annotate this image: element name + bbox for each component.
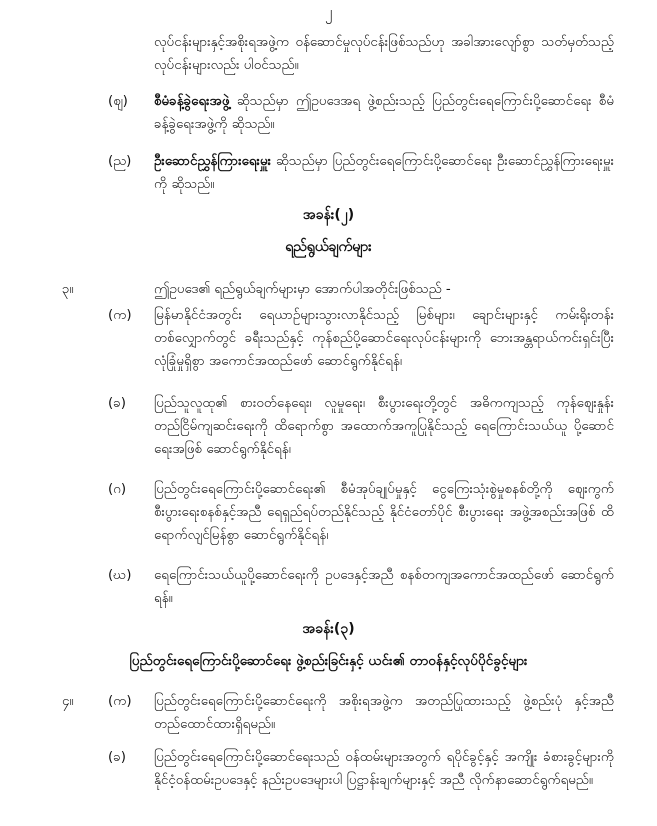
- definition-continuation: [154, 31, 614, 77]
- chapter-title: အခန်း(၃): [302, 621, 355, 637]
- item-text: ရေကြောင်းသယ်ယူပို့ဆောင်ရေးကို ဥပဒေနှင့်အညီ စနစ်တကျအကောင်အထည်ဖော် ဆောင်ရွက်ရန်။: [154, 568, 614, 606]
- item-marker: (ည): [108, 154, 132, 169]
- item-text: မြန်မာနိုင်ငံအတွင်း ရေယာဉ်များသွားလာနိုင်သည့် မြစ်များ၊ ချောင်းများနှင့် ကမ်းရိုးတန်းတစ်လျှောက်တွင် ခရီးသည်နှင့် ကုန်စည်ပို့ဆောင်ရေးလုပ်ငန်းများကို ဘေးအန္တရာယ်ကင်းရှင်းပြီး လုံခြုံမှုရှိစွာ အကောင်အထည်ဖော် ဆောင်ရွက်နိုင်ရန်၊: [154, 308, 614, 369]
- definition-body: ဆိုသည်မှာ ဤဥပဒေအရ ဖွဲ့စည်းသည့် ပြည်တွင်းရေကြောင်းပို့ဆောင်ရေး စီမံခန့်ခွဲရေးအဖွဲ့ကို ဆိုသည်။: [154, 94, 614, 132]
- chapter-subtitle: ရည်ရွယ်ချက်များ: [285, 239, 372, 255]
- item-marker: (က): [108, 694, 132, 709]
- section-item: [108, 564, 614, 610]
- section-intro: [62, 278, 614, 301]
- item-marker: (ခ): [108, 396, 126, 411]
- section-item: [108, 478, 614, 547]
- definition-body: ဆိုသည်မှာ ပြည်တွင်းရေကြောင်းပို့ဆောင်ရေး ဦးဆောင်ညွှန်ကြားရေးမှူးကို ဆိုသည်။: [154, 154, 614, 192]
- item-marker: (ဂ): [108, 482, 127, 497]
- section-intro-text: ဤဥပဒေ၏ ရည်ရွယ်ချက်များမှာ အောက်ပါအတိုင်းဖြစ်သည် -: [154, 282, 451, 297]
- definition-text: [154, 150, 614, 196]
- definition-continuation-text: လုပ်ငန်းများနှင့်အစိုးရအဖွဲ့က ဝန်ဆောင်မှုလုပ်ငန်းဖြစ်သည်ဟု အခါအားလျော်စွာ သတ်မှတ်သည့် လုပ်ငန်းများလည်း ပါဝင်သည်။: [154, 35, 614, 73]
- section-item: [62, 690, 614, 736]
- defined-term: ဦးဆောင်ညွှန်ကြားရေးမှူး: [154, 154, 271, 169]
- item-text: ပြည်တွင်းရေကြောင်းပို့ဆောင်ရေး၏ စီမံအုပ်ချုပ်မှုနှင့် ငွေကြေးသုံးစွဲမှုစနစ်တို့ကို ဈေးကွက်စီးပွားရေးစနစ်နှင့်အညီ ရေရှည်ရပ်တည်နိုင်သည့် နိုင်ငံတော်ပိုင် စီးပွားရေး အဖွဲ့အစည်းအဖြစ် ထိရောက်လျင်မြန်စွာ ဆောင်ရွက်နိုင်ရန်၊: [154, 482, 614, 543]
- chapter-subtitle: ပြည်တွင်းရေကြောင်းပို့ဆောင်ရေး ဖွဲ့စည်းခြင်းနှင့် ယင်း၏ တာဝန်နှင့်လုပ်ပိုင်ခွင့်များ: [129, 653, 528, 669]
- item-text: ပြည်တွင်းရေကြောင်းပို့ဆောင်ရေးသည် ဝန်ထမ်းများအတွက် ရပိုင်ခွင့်နှင့် အကျိုး ခံစားခွင့်များကို နိုင်ငံ့ဝန်ထမ်းဥပဒေနှင့် နည်းဥပဒေများပါ ပြဋ္ဌာန်းချက်များနှင့် အညီ လိုက်နာဆောင်ရွက်ရမည်။: [154, 750, 614, 788]
- section-item: [108, 304, 614, 373]
- section-number: ၄။: [62, 694, 74, 709]
- section-number: ၃။: [62, 282, 74, 297]
- item-marker: (ဃ): [108, 568, 132, 583]
- definition-item: [108, 90, 614, 136]
- chapter-title: အခန်း(၂): [302, 207, 355, 223]
- page-number: ၂: [324, 3, 333, 21]
- item-marker: (ဈ): [108, 94, 128, 109]
- section-item: [108, 392, 614, 461]
- defined-term: စီမံခန့်ခွဲရေးအဖွဲ့: [154, 94, 230, 109]
- item-text: ပြည်သူလူထု၏ စားဝတ်နေရေး၊ လူမှုရေး၊ စီးပွားရေးတို့တွင် အဓိကကျသည့် ကုန်ဈေးနှုန်း တည်ငြိမ်ကျဆင်းရေးကို ထိရောက်စွာ အထောက်အကူပြုနိုင်သည့် ရေကြောင်းသယ်ယူ ပို့ဆောင်ရေးအဖြစ် ဆောင်ရွက်နိုင်ရန်၊: [154, 396, 614, 457]
- section-item: [108, 746, 614, 792]
- item-marker: (ခ): [108, 750, 126, 765]
- item-marker: (က): [108, 308, 132, 323]
- definition-text: [154, 90, 614, 136]
- item-text: ပြည်တွင်းရေကြောင်းပို့ဆောင်ရေးကို အစိုးရအဖွဲ့က အတည်ပြုထားသည့် ဖွဲ့စည်းပုံ နှင့်အညီ တည်ထောင်ထားရှိရမည်။: [154, 694, 614, 732]
- definition-item: [108, 150, 614, 196]
